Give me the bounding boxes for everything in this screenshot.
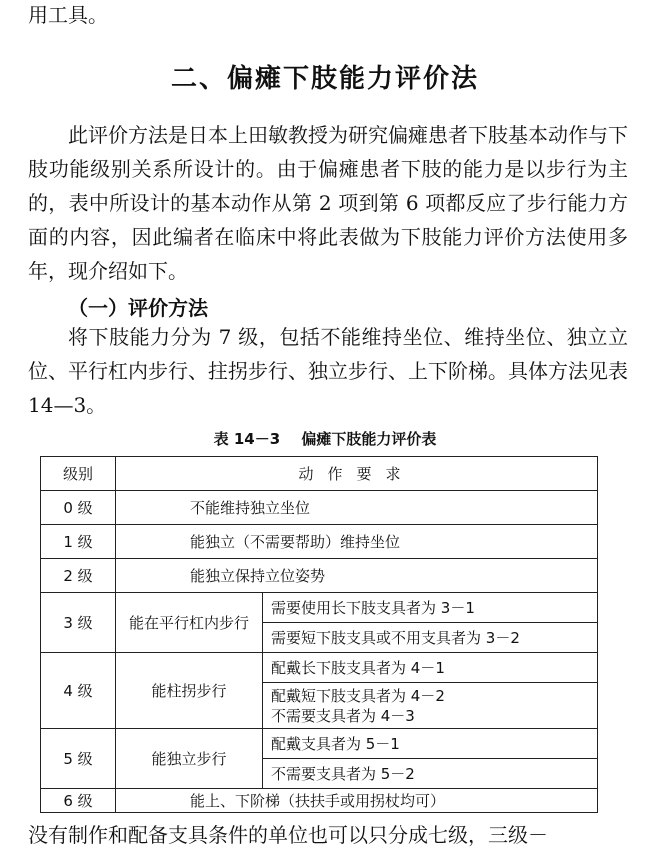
header-action-cell: 动作要求 bbox=[116, 457, 598, 491]
sub-requirement-cell: 需要短下肢支具或不用支具者为 3－2 bbox=[263, 623, 598, 653]
table-row bbox=[41, 525, 598, 559]
action-cell: 能独立保持立位姿势 bbox=[116, 559, 598, 593]
section-title: 二、偏瘫下肢能力评价法 bbox=[170, 64, 479, 94]
table-caption bbox=[0, 428, 650, 449]
table-row bbox=[41, 491, 598, 525]
table-caption-title: 偏瘫下肢能力评价表 bbox=[301, 430, 437, 448]
action-cell: 能独立（不需要帮助）维持坐位 bbox=[116, 525, 598, 559]
grade-cell: 2 级 bbox=[41, 559, 116, 593]
table-caption-number: 表 14－3 bbox=[213, 430, 281, 448]
method-paragraph: 将下肢能力分为 7 级，包括不能维持坐位、维持坐位、独立立位、平行杠内步行、拄拐步行、独立步行、上下阶梯。具体方法见表 14—3。 bbox=[28, 325, 628, 417]
preceding-text-line: 用工具。 bbox=[28, 3, 108, 27]
intro-paragraph: 此评价方法是日本上田敏教授为研究偏瘫患者下肢基本动作与下肢功能级别关系所设计的。由于偏瘫患者下肢的能力是以步行为主的，表中所设计的基本动作从第 2 项到第 6 项都反应了步行能力方面的内容，因此编者在临床中将此表做为下肢能力评价方法使用多年，现介绍如下。 bbox=[28, 123, 628, 283]
grade-cell: 6 级 bbox=[41, 789, 116, 813]
table-row bbox=[41, 593, 598, 623]
sub-requirement-cell: 不需要支具者为 5－2 bbox=[263, 759, 598, 789]
grade-cell: 4 级 bbox=[41, 653, 116, 729]
table-header-row bbox=[41, 457, 598, 491]
following-text-line: 没有制作和配备支具条件的单位也可以只分成七级，三级－ bbox=[28, 823, 548, 847]
subsection-heading: （一）评价方法 bbox=[68, 296, 208, 320]
sub-requirement-line: 配戴短下肢支具者为 4－2 bbox=[271, 686, 445, 705]
sub-requirement-line: 不需要支具者为 4－3 bbox=[271, 706, 415, 725]
grade-cell: 0 级 bbox=[41, 491, 116, 525]
action-cell: 能柱拐步行 bbox=[116, 653, 263, 729]
action-cell: 能在平行杠内步行 bbox=[116, 593, 263, 653]
grade-cell: 1 级 bbox=[41, 525, 116, 559]
header-grade-cell: 级别 bbox=[41, 457, 116, 491]
sub-requirement-cell: 需要使用长下肢支具者为 3－1 bbox=[263, 593, 598, 623]
evaluation-table bbox=[40, 456, 598, 813]
action-cell: 不能维持独立坐位 bbox=[116, 491, 598, 525]
grade-cell: 5 级 bbox=[41, 729, 116, 789]
action-cell: 能独立步行 bbox=[116, 729, 263, 789]
sub-requirement-cell bbox=[263, 683, 598, 729]
table-row bbox=[41, 559, 598, 593]
sub-requirement-cell: 配戴长下肢支具者为 4－1 bbox=[263, 653, 598, 683]
sub-requirement-cell: 配戴支具者为 5－1 bbox=[263, 729, 598, 759]
table-row bbox=[41, 789, 598, 813]
grade-cell: 3 级 bbox=[41, 593, 116, 653]
action-cell: 能上、下阶梯（扶扶手或用拐杖均可） bbox=[116, 789, 598, 813]
table-row bbox=[41, 653, 598, 683]
table-row bbox=[41, 729, 598, 759]
